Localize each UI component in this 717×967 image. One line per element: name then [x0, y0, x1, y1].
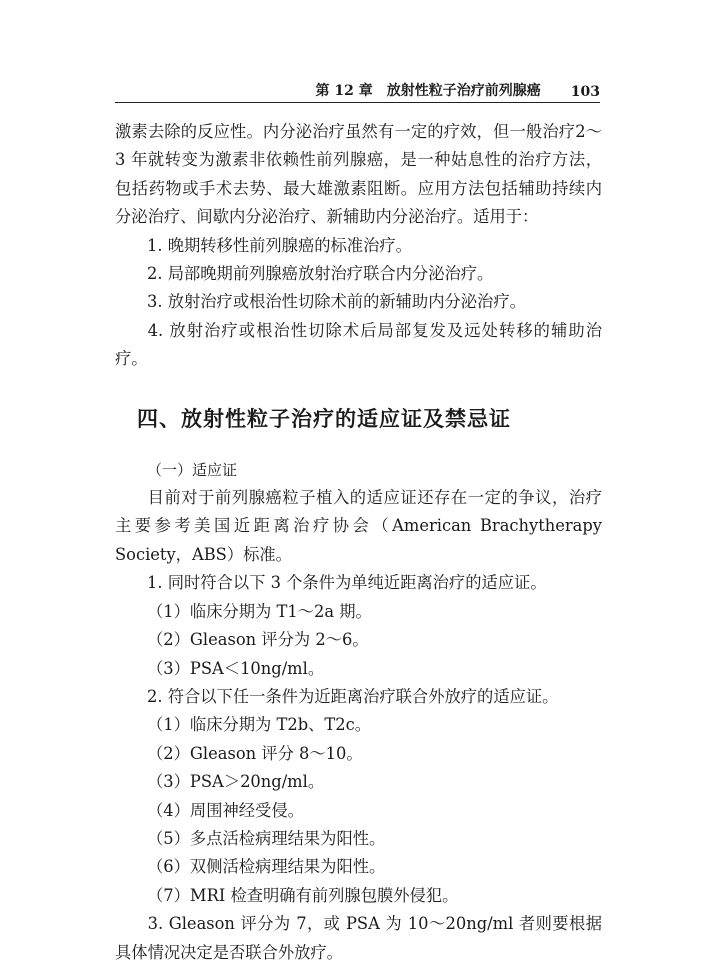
sub-intro-paragraph: 目前对于前列腺癌粒子植入的适应证还存在一定的争议，治疗主要参考美国近距离治疗协会（American Brachytherapy Society，ABS）标准。 [115, 488, 602, 564]
criteria-2-item: （4）周围神经受侵。 [147, 800, 304, 820]
sub-heading: （一）适应证 [147, 460, 238, 479]
criteria-2-item: （6）双侧活检病理结果为阳性。 [147, 857, 386, 877]
running-header [115, 76, 600, 103]
section-heading: 四、放射性粒子治疗的适应证及禁忌证 [137, 406, 511, 431]
indication-item-3: 3. 放射治疗或根治性切除术前的新辅助内分泌治疗。 [147, 292, 526, 312]
criteria-2-item: （2）Gleason 评分 8～10。 [147, 743, 363, 763]
chapter-title: 第 12 章 放射性粒子治疗前列腺癌 [315, 83, 541, 99]
criteria-2-item: （5）多点活检病理结果为阳性。 [147, 828, 386, 848]
indication-item-4: 4. 放射治疗或根治性切除术后局部复发及远处转移的辅助治疗。 [115, 320, 602, 369]
indication-item-1: 1. 晚期转移性前列腺癌的标准治疗。 [147, 235, 412, 255]
criteria-2-item: （7）MRI 检查明确有前列腺包膜外侵犯。 [147, 885, 459, 905]
criteria-2-item: （1）临床分期为 T2b、T2c。 [147, 715, 372, 735]
criteria-2-title: 2. 符合以下任一条件为近距离治疗联合外放疗的适应证。 [147, 686, 559, 706]
body-content [115, 118, 602, 967]
criteria-1-title: 1. 同时符合以下 3 个条件为单纯近距离治疗的适应证。 [147, 573, 547, 593]
criteria-1-item: （1）临床分期为 T1～2a 期。 [147, 601, 372, 621]
criteria-1-item: （2）Gleason 评分为 2～6。 [147, 630, 369, 650]
page-number: 103 [570, 84, 600, 100]
criteria-1-item: （3）PSA＜10ng/ml。 [147, 658, 325, 678]
criteria-2-item: （3）PSA＞20ng/ml。 [147, 772, 325, 792]
criteria-3-paragraph: 3. Gleason 评分为 7，或 PSA 为 10～20ng/ml 者则要根据具体情况决定是否联合外放疗。 [115, 914, 602, 962]
indication-item-2: 2. 局部晚期前列腺癌放射治疗联合内分泌治疗。 [147, 264, 494, 284]
intro-paragraph: 激素去除的反应性。内分泌治疗虽然有一定的疗效，但一般治疗2～3 年就转变为激素非依赖性前列腺癌，是一种姑息性的治疗方法，包括药物或手术去势、最大雄激素阻断。应用方法包括辅助持续内分泌治疗、间歇内分泌治疗、新辅助内分泌治疗。适用于： [115, 122, 602, 227]
